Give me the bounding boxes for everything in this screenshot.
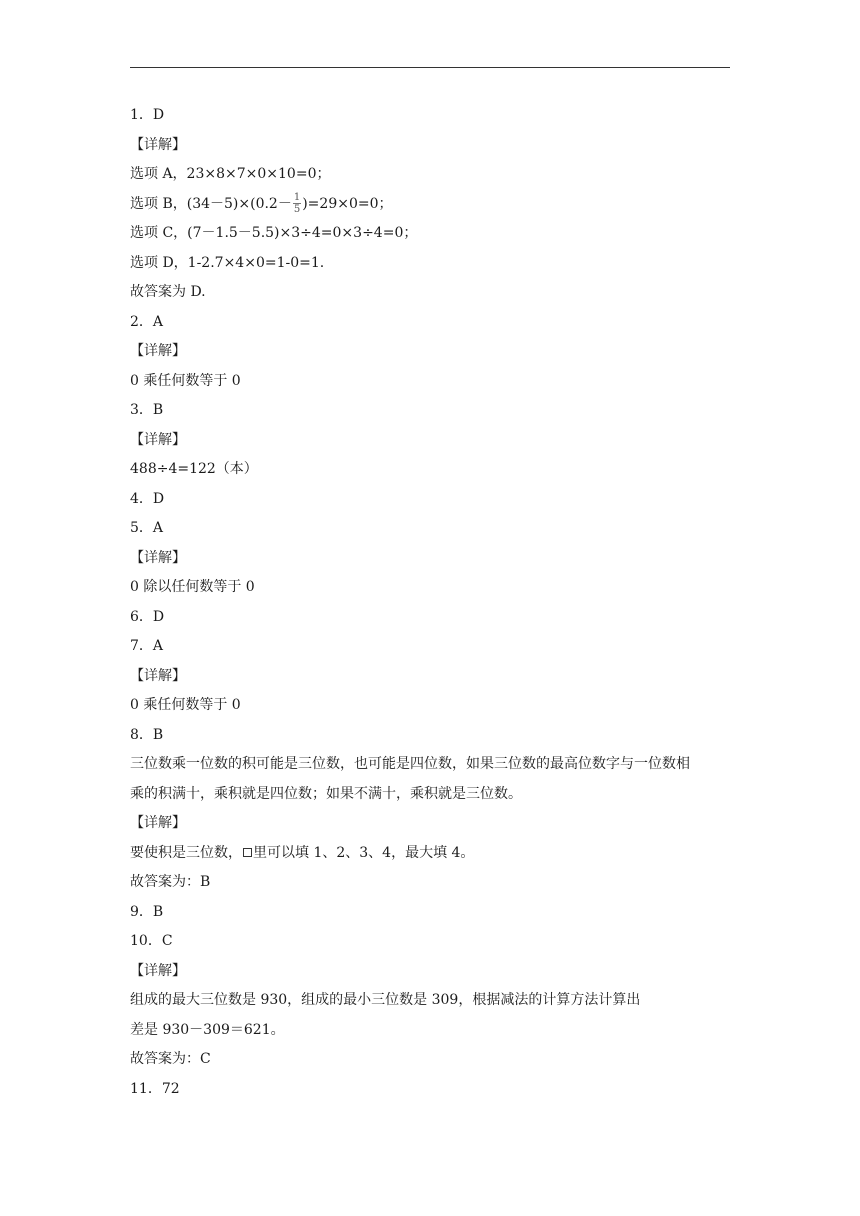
text-line: 【详解】 xyxy=(130,667,186,684)
text-line: 故答案为 D. xyxy=(130,284,206,300)
text-line: 选项 D，1-2.7×4×0=1-0=1. xyxy=(130,254,325,271)
answer-content xyxy=(130,101,730,1104)
line-text-before: 要使积是三位数， xyxy=(130,844,242,861)
text-line: 2．A xyxy=(130,313,164,330)
text-line: 488÷4=122（本） xyxy=(130,461,258,477)
text-line: 9．B xyxy=(130,903,164,920)
text-line: 乘的积满十，乘积就是四位数；如果不满十，乘积就是三位数。 xyxy=(130,785,522,802)
text-line: 【详解】 xyxy=(130,815,186,831)
text-line: 0 除以任何数等于 0 xyxy=(130,579,255,595)
text-line: 三位数乘一位数的积可能是三位数，也可能是四位数，如果三位数的最高位数字与一位数相 xyxy=(130,756,690,772)
text-line xyxy=(130,839,730,869)
text-line: 故答案为：C xyxy=(130,1051,211,1067)
text-line: 0 乘任何数等于 0 xyxy=(130,372,241,389)
text-line: 5．A xyxy=(130,520,164,536)
text-line: 故答案为：B xyxy=(130,874,211,890)
blank-box-icon xyxy=(243,848,252,857)
text-line: 【详解】 xyxy=(130,136,186,153)
text-line: 3．B xyxy=(130,402,164,418)
text-line: 【详解】 xyxy=(130,549,186,566)
line-text-before: 选项 B，(34－5)×(0.2－ xyxy=(130,195,292,212)
text-line: 7．A xyxy=(130,638,164,654)
text-line: 4．D xyxy=(130,490,165,507)
text-line: 10．C xyxy=(130,933,173,949)
text-line: 11．72 xyxy=(130,1080,180,1097)
text-line: 8．B xyxy=(130,726,164,743)
text-line: 0 乘任何数等于 0 xyxy=(130,697,241,713)
text-line: 组成的最大三位数是 930，组成的最小三位数是 309，根据减法的计算方法计算出 xyxy=(130,992,641,1008)
text-line: 选项 A，23×8×7×0×10=0； xyxy=(130,166,331,182)
fraction-denominator: 5 xyxy=(293,204,301,215)
text-line: 差是 930－309＝621。 xyxy=(130,1021,285,1038)
line-text-after: )=29×0=0； xyxy=(302,195,393,212)
fraction xyxy=(293,192,301,215)
text-line: 选项 C，(7－1.5－5.5)×3÷4=0×3÷4=0； xyxy=(130,225,418,241)
text-line: 【详解】 xyxy=(130,343,186,359)
text-line xyxy=(130,190,730,220)
fraction-numerator: 1 xyxy=(293,192,301,203)
text-line: 【详解】 xyxy=(130,962,186,979)
text-line: 1．D xyxy=(130,107,165,123)
line-text-after: 里可以填 1、2、3、4，最大填 4。 xyxy=(253,844,475,861)
text-line: 【详解】 xyxy=(130,431,186,448)
header-rule xyxy=(130,67,730,68)
text-line: 6．D xyxy=(130,608,165,625)
